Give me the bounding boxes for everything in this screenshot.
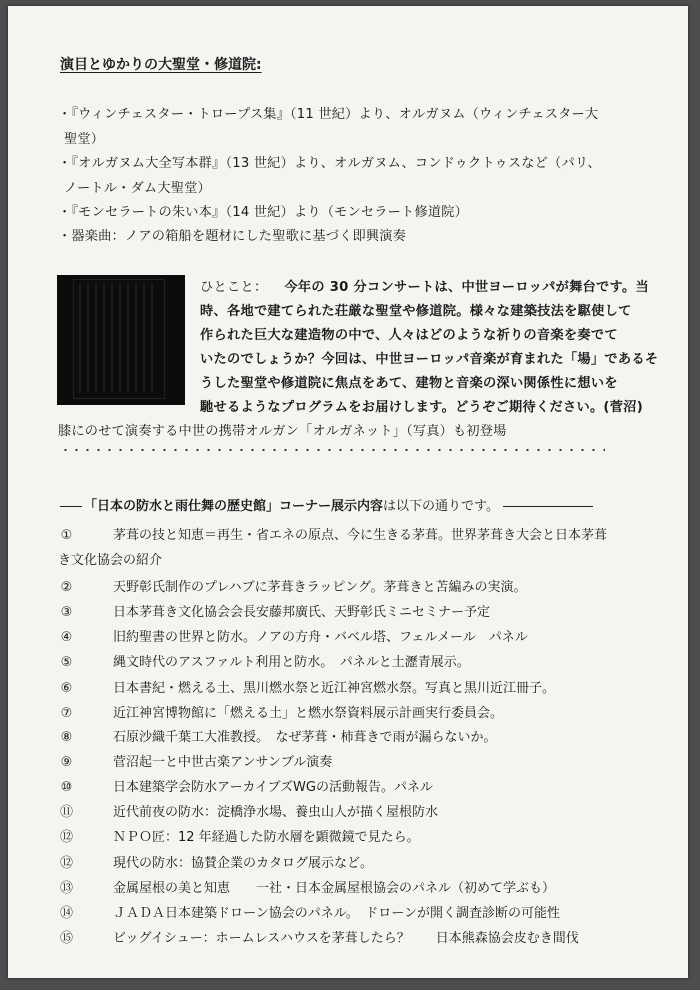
item-number: ⑦ xyxy=(60,706,73,721)
item-number: ① xyxy=(60,528,73,543)
hitokoto-line: 時、各地で建てられた荘厳な聖堂や修道院。様々な建築技法を駆使して xyxy=(200,304,632,319)
item-number: ⑩ xyxy=(60,780,73,795)
item-text: 日本書紀・燃える土、黒川燃水祭と近江神宮燃水祭。写真と黒川近江冊子。 xyxy=(113,681,556,696)
item-number: ③ xyxy=(60,605,73,620)
hitokoto-line: うした聖堂や修道院に焦点をあて、建物と音楽の深い関係性に想いを xyxy=(200,376,618,391)
exhibit-item xyxy=(58,702,503,722)
exhibit-item xyxy=(58,651,470,671)
item-number: ④ xyxy=(60,630,73,645)
corner-title: 「日本の防水と雨仕舞の歴史館」コーナー展示内容は以下の通りです。 xyxy=(60,495,593,514)
item-text: 近江神宮博物館に「燃える土」と燃水祭資料展示計画実行委員会。 xyxy=(113,706,504,721)
exhibit-item xyxy=(58,927,579,947)
hitokoto-label: ひとこと： xyxy=(200,280,268,295)
item-text: 旧約聖書の世界と防水。ノアの方舟・バベル塔、フェルメール パネル xyxy=(113,630,528,645)
item-text: ＮＰＯ匠：12 年経過した防水層を顕微鏡で見たら。 xyxy=(113,830,420,845)
item-text: 天野彰氏制作のプレハブに茅葺きラッピング。茅葺きと苫編みの実演。 xyxy=(113,580,527,595)
item-text: 縄文時代のアスファルト利用と防水。 パネルと土瀝青展示。 xyxy=(113,655,470,670)
exhibit-item xyxy=(58,726,497,746)
item-number: ⑪ xyxy=(59,805,73,820)
exhibit-item xyxy=(58,677,555,697)
program-line: 聖堂） xyxy=(64,132,105,147)
item-text: 日本茅葺き文化協会会長安藤邦廣氏、天野彰氏ミニセミナー予定 xyxy=(113,605,491,620)
dotted-divider xyxy=(60,448,605,452)
item-text: ビッグイシュー：ホームレスハウスを茅葺したら？ 日本熊森協会皮むき間伐 xyxy=(113,931,579,946)
item-number: ⑥ xyxy=(60,681,73,696)
item-text: 近代前夜の防水：淀橋浄水場、養虫山人が描く屋根防水 xyxy=(113,805,439,820)
item-number: ⑫ xyxy=(59,856,73,871)
exhibit-item xyxy=(58,751,332,771)
item-number: ⑬ xyxy=(59,881,73,896)
item-text: 茅葺の技と知恵＝再生・省エネの原点、今に生きる茅葺。世界茅葺き大会と日本茅葺 xyxy=(113,528,608,543)
hitokoto-line: ひとこと： 今年の 30 分コンサートは、中世ヨーロッパが舞台です。当 xyxy=(200,280,649,295)
exhibit-item xyxy=(58,902,560,922)
item-number: ⑫ xyxy=(59,830,73,845)
item-text: 石原沙織千葉工大准教授。 なぜ茅葺・柿葺きで雨が漏らないか。 xyxy=(113,730,497,745)
hitokoto-tail: 膝にのせて演奏する中世の携帯オルガン「オルガネット」（写真）も初登場 xyxy=(58,424,507,439)
hitokoto-line: いたのでしょうか？今回は、中世ヨーロッパ音楽が育まれた「場」であるそ xyxy=(200,352,659,367)
exhibit-item xyxy=(58,524,607,544)
program-line: ・『オルガヌム大全写本群』（13 世紀）より、オルガヌム、コンドゥクトゥスなど（パリ、 xyxy=(58,156,601,171)
item-number: ⑭ xyxy=(59,906,73,921)
program-line: ノートル・ダム大聖堂） xyxy=(64,181,211,196)
program-line: ・『モンセラートの朱い本』（14 世紀）より（モンセラート修道院） xyxy=(58,205,468,220)
exhibit-item xyxy=(58,852,373,872)
item-number: ⑨ xyxy=(60,755,73,770)
organetto-photo xyxy=(57,275,185,405)
exhibit-item xyxy=(58,877,555,897)
exhibit-item xyxy=(58,601,490,621)
exhibit-item xyxy=(58,776,433,796)
hitokoto-line: 作られた巨大な建造物の中で、人々はどのような祈りの音楽を奏でて xyxy=(200,328,618,343)
item-number: ② xyxy=(60,580,73,595)
hitokoto-line: 馳せるようなプログラムをお届けします。どうぞご期待ください。(菅沼) xyxy=(200,400,644,415)
program-line: ・器楽曲：ノアの箱船を題材にした聖歌に基づく即興演奏 xyxy=(58,229,407,244)
item-text: 日本建築学会防水アーカイブズWGの活動報告。パネル xyxy=(113,780,433,795)
exhibit-item xyxy=(58,576,527,596)
program-line: ・『ウィンチェスター・トロープス集』（11 世紀）より、オルガヌム（ウィンチェスター大 xyxy=(58,107,599,122)
item-text: ＪＡＤＡ日本建築ドローン協会のパネル。 ドローンが開く調査診断の可能性 xyxy=(113,906,560,921)
item-text: 金属屋根の美と知恵 一社・日本金属屋根協会のパネル（初めて学ぶも） xyxy=(113,881,556,896)
exhibit-item xyxy=(58,626,528,646)
item-number: ⑧ xyxy=(60,730,73,745)
item-text-continued: き文化協会の紹介 xyxy=(58,553,163,568)
exhibit-item xyxy=(58,826,420,846)
program-heading: 演目とゆかりの大聖堂・修道院: xyxy=(60,57,262,73)
item-text: 現代の防水：協賛企業のカタログ展示など。 xyxy=(113,856,374,871)
item-number: ⑤ xyxy=(60,655,73,670)
item-text: 菅沼起一と中世古楽アンサンブル演奏 xyxy=(113,755,333,770)
item-number: ⑮ xyxy=(59,931,73,946)
exhibit-item xyxy=(58,801,438,821)
